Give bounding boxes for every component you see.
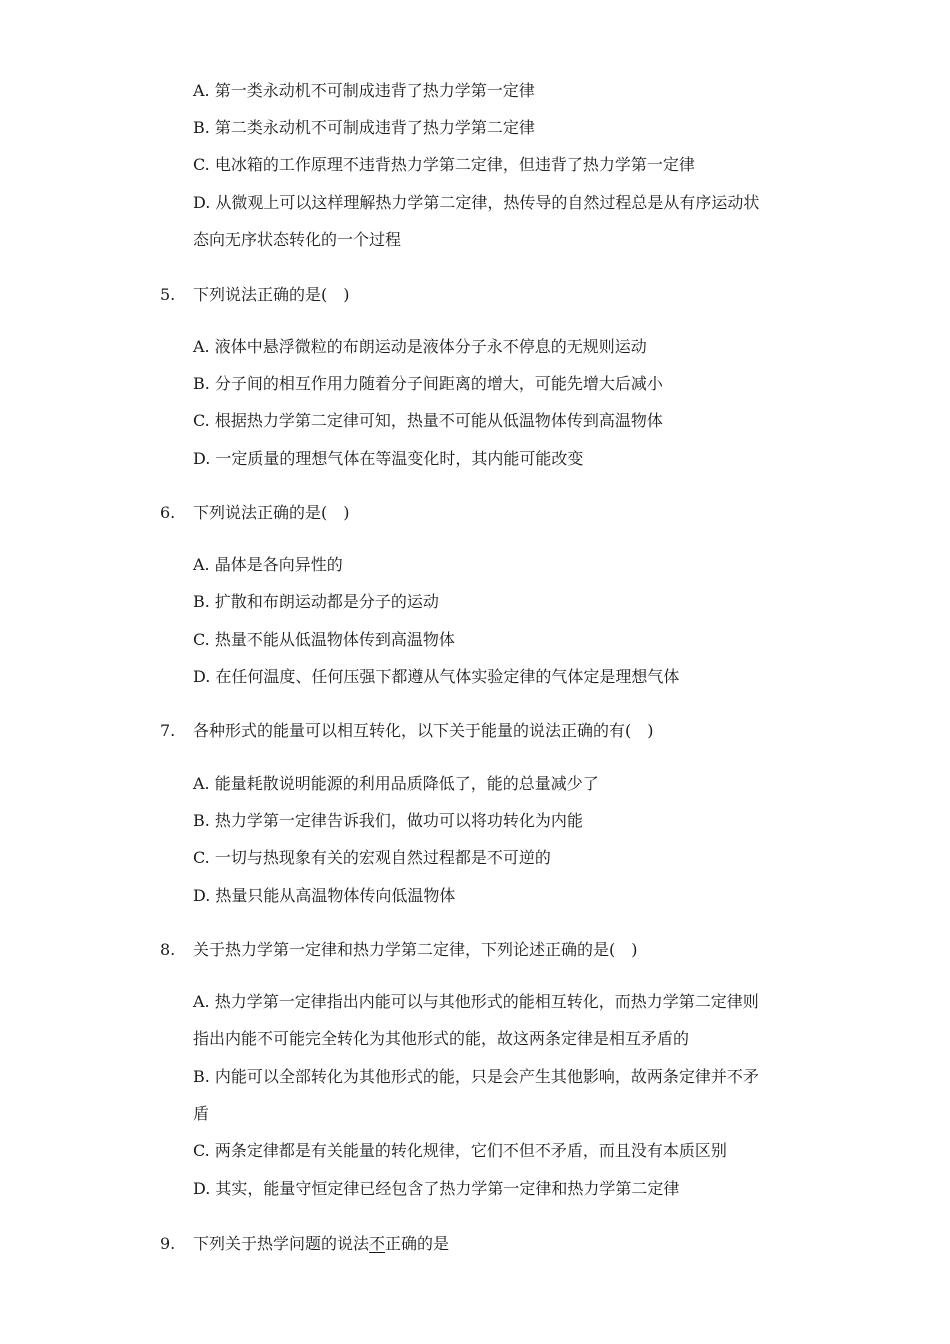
q9-stem [193, 1234, 449, 1254]
q5-option-a: A. 液体中悬浮微粒的布朗运动是液体分子永不停息的无规则运动 [193, 337, 647, 356]
q7-option-b: B. 热力学第一定律告诉我们，做功可以将功转化为内能 [193, 811, 583, 830]
q5-number: 5. [160, 285, 176, 304]
q6-option-d: D. 在任何温度、任何压强下都遵从气体实验定律的气体定是理想气体 [193, 667, 680, 686]
q9-stem-after: 正确的是 [385, 1234, 450, 1253]
q8-option-a-continued: 指出内能不可能完全转化为其他形式的能，故这两条定律是相互矛盾的 [193, 1029, 690, 1048]
q4-option-b: B. 第二类永动机不可制成违背了热力学第二定律 [193, 118, 535, 137]
q6-option-b: B. 扩散和布朗运动都是分子的运动 [193, 592, 439, 611]
q4-option-d-continued: 态向无序状态转化的一个过程 [193, 230, 402, 249]
q5-option-b: B. 分子间的相互作用力随着分子间距离的增大，可能先增大后减小 [193, 374, 663, 393]
q6-stem: 下列说法正确的是( ) [193, 503, 350, 522]
q5-option-d: D. 一定质量的理想气体在等温变化时，其内能可能改变 [193, 449, 584, 468]
q8-number: 8. [160, 940, 176, 959]
q5-option-c: C. 根据热力学第二定律可知，热量不可能从低温物体传到高温物体 [193, 411, 663, 430]
q6-option-a: A. 晶体是各向异性的 [193, 555, 343, 574]
q8-option-b: B. 内能可以全部转化为其他形式的能，只是会产生其他影响，故两条定律并不矛 [193, 1067, 759, 1086]
q8-stem: 关于热力学第一定律和热力学第二定律，下列论述正确的是( ) [193, 940, 638, 959]
q4-option-d: D. 从微观上可以这样理解热力学第二定律，热传导的自然过程总是从有序运动状 [193, 193, 760, 212]
q6-option-c: C. 热量不能从低温物体传到高温物体 [193, 630, 455, 649]
q8-option-b-continued: 盾 [193, 1104, 210, 1123]
q5-stem: 下列说法正确的是( ) [193, 285, 350, 304]
q9-number: 9. [160, 1234, 176, 1253]
q7-stem: 各种形式的能量可以相互转化，以下关于能量的说法正确的有( ) [193, 721, 654, 740]
q7-option-d: D. 热量只能从高温物体传向低温物体 [193, 886, 456, 905]
q9-stem-before: 下列关于热学问题的说法 [193, 1234, 370, 1253]
q6-number: 6. [160, 503, 176, 522]
q4-option-a: A. 第一类永动机不可制成违背了热力学第一定律 [193, 81, 535, 100]
q8-option-c: C. 两条定律都是有关能量的转化规律，它们不但不矛盾，而且没有本质区别 [193, 1141, 727, 1160]
q4-option-c: C. 电冰箱的工作原理不违背热力学第二定律，但违背了热力学第一定律 [193, 155, 695, 174]
q8-option-a: A. 热力学第一定律指出内能可以与其他形式的能相互转化，而热力学第二定律则 [193, 992, 759, 1011]
q7-option-c: C. 一切与热现象有关的宏观自然过程都是不可逆的 [193, 848, 551, 867]
q7-option-a: A. 能量耗散说明能源的利用品质降低了，能的总量减少了 [193, 774, 599, 793]
q7-number: 7. [160, 721, 176, 740]
q8-option-d: D. 其实，能量守恒定律已经包含了热力学第一定律和热力学第二定律 [193, 1179, 680, 1198]
q9-stem-underlined: 不 [369, 1234, 386, 1253]
